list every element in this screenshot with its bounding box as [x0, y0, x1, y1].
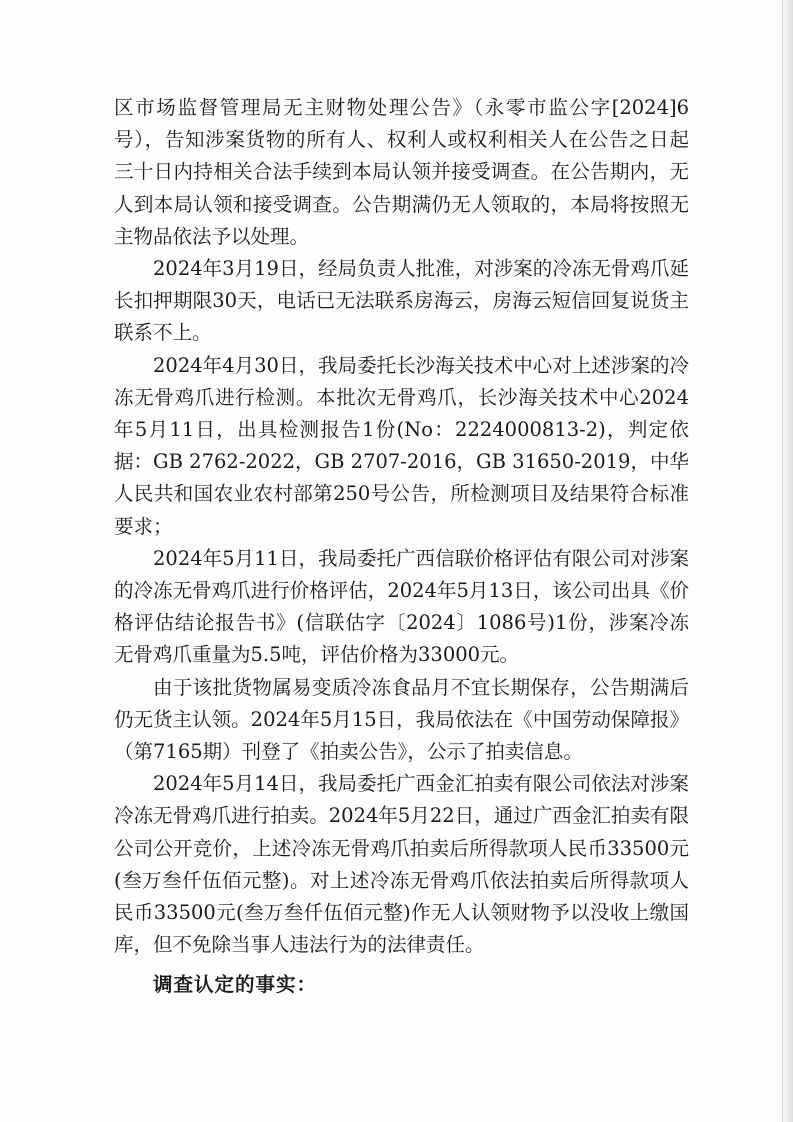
paragraph-notice-continuation: 区市场监督管理局无主财物处理公告》（永零市监公字[2024]6号），告知涉案货物的所有人、权利人或权利相关人在公告之日起三十日内持相关合法手续到本局认领并接受调查。在公告期内，无人到本局认领和接受调查。公告期满仍无人领取的，本局将按照无主物品依法予以处理。 — [114, 96, 689, 248]
paragraph-inspection: 2024年4月30日，我局委托长沙海关技术中心对上述涉案的冷冻无骨鸡爪进行检测。本批次无骨鸡爪，长沙海关技术中心2024年5月11日，出具检测报告1份(No：2224000813-2)，判定依据：GB 2762-2022，GB 2707-2016，GB 31650-2019，中华人民共和国农业农村部第250号公告，所检测项目及结果符合标准要求； — [114, 353, 689, 538]
page-edge-line — [782, 0, 783, 1122]
section-heading-findings: 调查认定的事实： — [153, 973, 318, 997]
document-body — [114, 92, 689, 1002]
paragraph-price-assessment: 2024年5月11日，我局委托广西信联价格评估有限公司对涉案的冷冻无骨鸡爪进行价格评估，2024年5月13日，该公司出具《价格评估结论报告书》(信联估字〔2024〕1086号)1份，涉案冷冻无骨鸡爪重量为5.5吨，评估价格为33000元。 — [114, 546, 689, 667]
paragraph-auction-notice: 由于该批货物属易变质冷冻食品月不宜长期保存，公告期满后仍无货主认领。2024年5月15日，我局依法在《中国劳动保障报》（第7165期）刊登了《拍卖公告》，公示了拍卖信息。 — [114, 675, 689, 764]
paragraph-detention-extension: 2024年3月19日，经局负责人批准，对涉案的冷冻无骨鸡爪延长扣押期限30天，电话已无法联系房海云，房海云短信回复说货主联系不上。 — [114, 257, 689, 345]
paragraph-auction-result: 2024年5月14日，我局委托广西金汇拍卖有限公司依法对涉案冷冻无骨鸡爪进行拍卖。2024年5月22日，通过广西金汇拍卖有限公司公开竞价，上述冷冻无骨鸡爪拍卖后所得款项人民币33500元(叁万叁仟伍佰元整)。对上述冷冻无骨鸡爪依法拍卖后所得款项人民币33500元(叁万叁仟伍佰元整)作无人认领财物予以没收上缴国库，但不免除当事人违法行为的法律责任。 — [114, 772, 689, 957]
